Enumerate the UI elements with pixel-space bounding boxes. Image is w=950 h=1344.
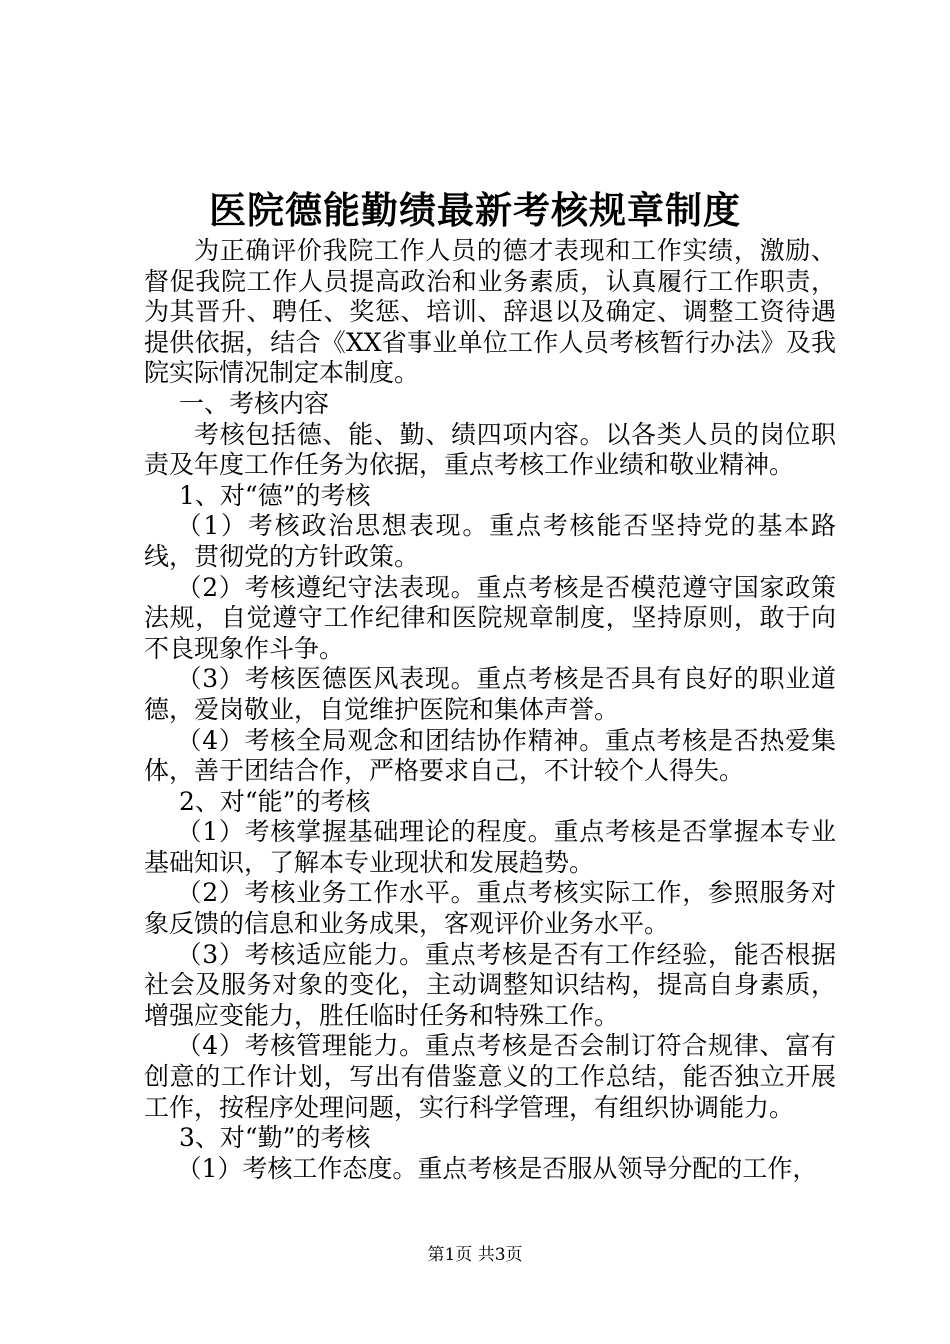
page-footer: 第1页 共3页 <box>427 1245 523 1265</box>
list-item-de-2: （2）考核遵纪守法表现。重点考核是否模范遵守国家政策法规，自觉遵守工作纪律和医院规章制度，坚持原则，敢于向不良现象作斗争。 <box>144 572 836 663</box>
list-item-neng-2: （2）考核业务工作水平。重点考核实际工作，参照服务对象反馈的信息和业务成果，客观评价业务水平。 <box>144 878 836 939</box>
subsection-heading-neng: 2、对“能”的考核 <box>179 786 371 816</box>
paragraph-content-overview: 考核包括德、能、勤、绩四项内容。以各类人员的岗位职责及年度工作任务为依据，重点考核工作业绩和敬业精神。 <box>144 419 836 480</box>
subsection-heading-qin: 3、对“勤”的考核 <box>179 1123 371 1153</box>
list-item-de-4: （4）考核全局观念和团结协作精神。重点考核是否热爱集体，善于团结合作，严格要求自己，不计较个人得失。 <box>144 725 836 786</box>
section-heading-content: 一、考核内容 <box>179 388 330 418</box>
list-item-neng-1: （1）考核掌握基础理论的程度。重点考核是否掌握本专业基础知识，了解本专业现状和发展趋势。 <box>144 817 836 877</box>
list-item-de-3: （3）考核医德医风表现。重点考核是否具有良好的职业道德，爱岗敬业，自觉维护医院和集体声誉。 <box>144 664 836 724</box>
paragraph-intro: 为正确评价我院工作人员的德才表现和工作实绩，激励、督促我院工作人员提高政治和业务素质，认真履行工作职责，为其晋升、聘任、奖惩、培训、辞退以及确定、调整工资待遇提供依据，结合《XX省事业单位工作人员考核暂行办法》及我院实际情况制定本制度。 <box>144 236 836 388</box>
subsection-heading-de: 1、对“德”的考核 <box>179 480 371 510</box>
list-item-qin-1: （1）考核工作态度。重点考核是否服从领导分配的工作， <box>176 1153 818 1183</box>
list-item-de-1: （1）考核政治思想表现。重点考核能否坚持党的基本路线，贯彻党的方针政策。 <box>144 511 836 571</box>
list-item-neng-4: （4）考核管理能力。重点考核是否会制订符合规律、富有创意的工作计划，写出有借鉴意义的工作总结，能否独立开展工作，按程序处理问题，实行科学管理，有组织协调能力。 <box>144 1031 836 1122</box>
document-title: 医院德能勤绩最新考核规章制度 <box>209 188 741 232</box>
document-body <box>144 236 836 1184</box>
list-item-neng-3: （3）考核适应能力。重点考核是否有工作经验，能否根据社会及服务对象的变化，主动调整知识结构，提高自身素质，增强应变能力，胜任临时任务和特殊工作。 <box>144 939 836 1030</box>
